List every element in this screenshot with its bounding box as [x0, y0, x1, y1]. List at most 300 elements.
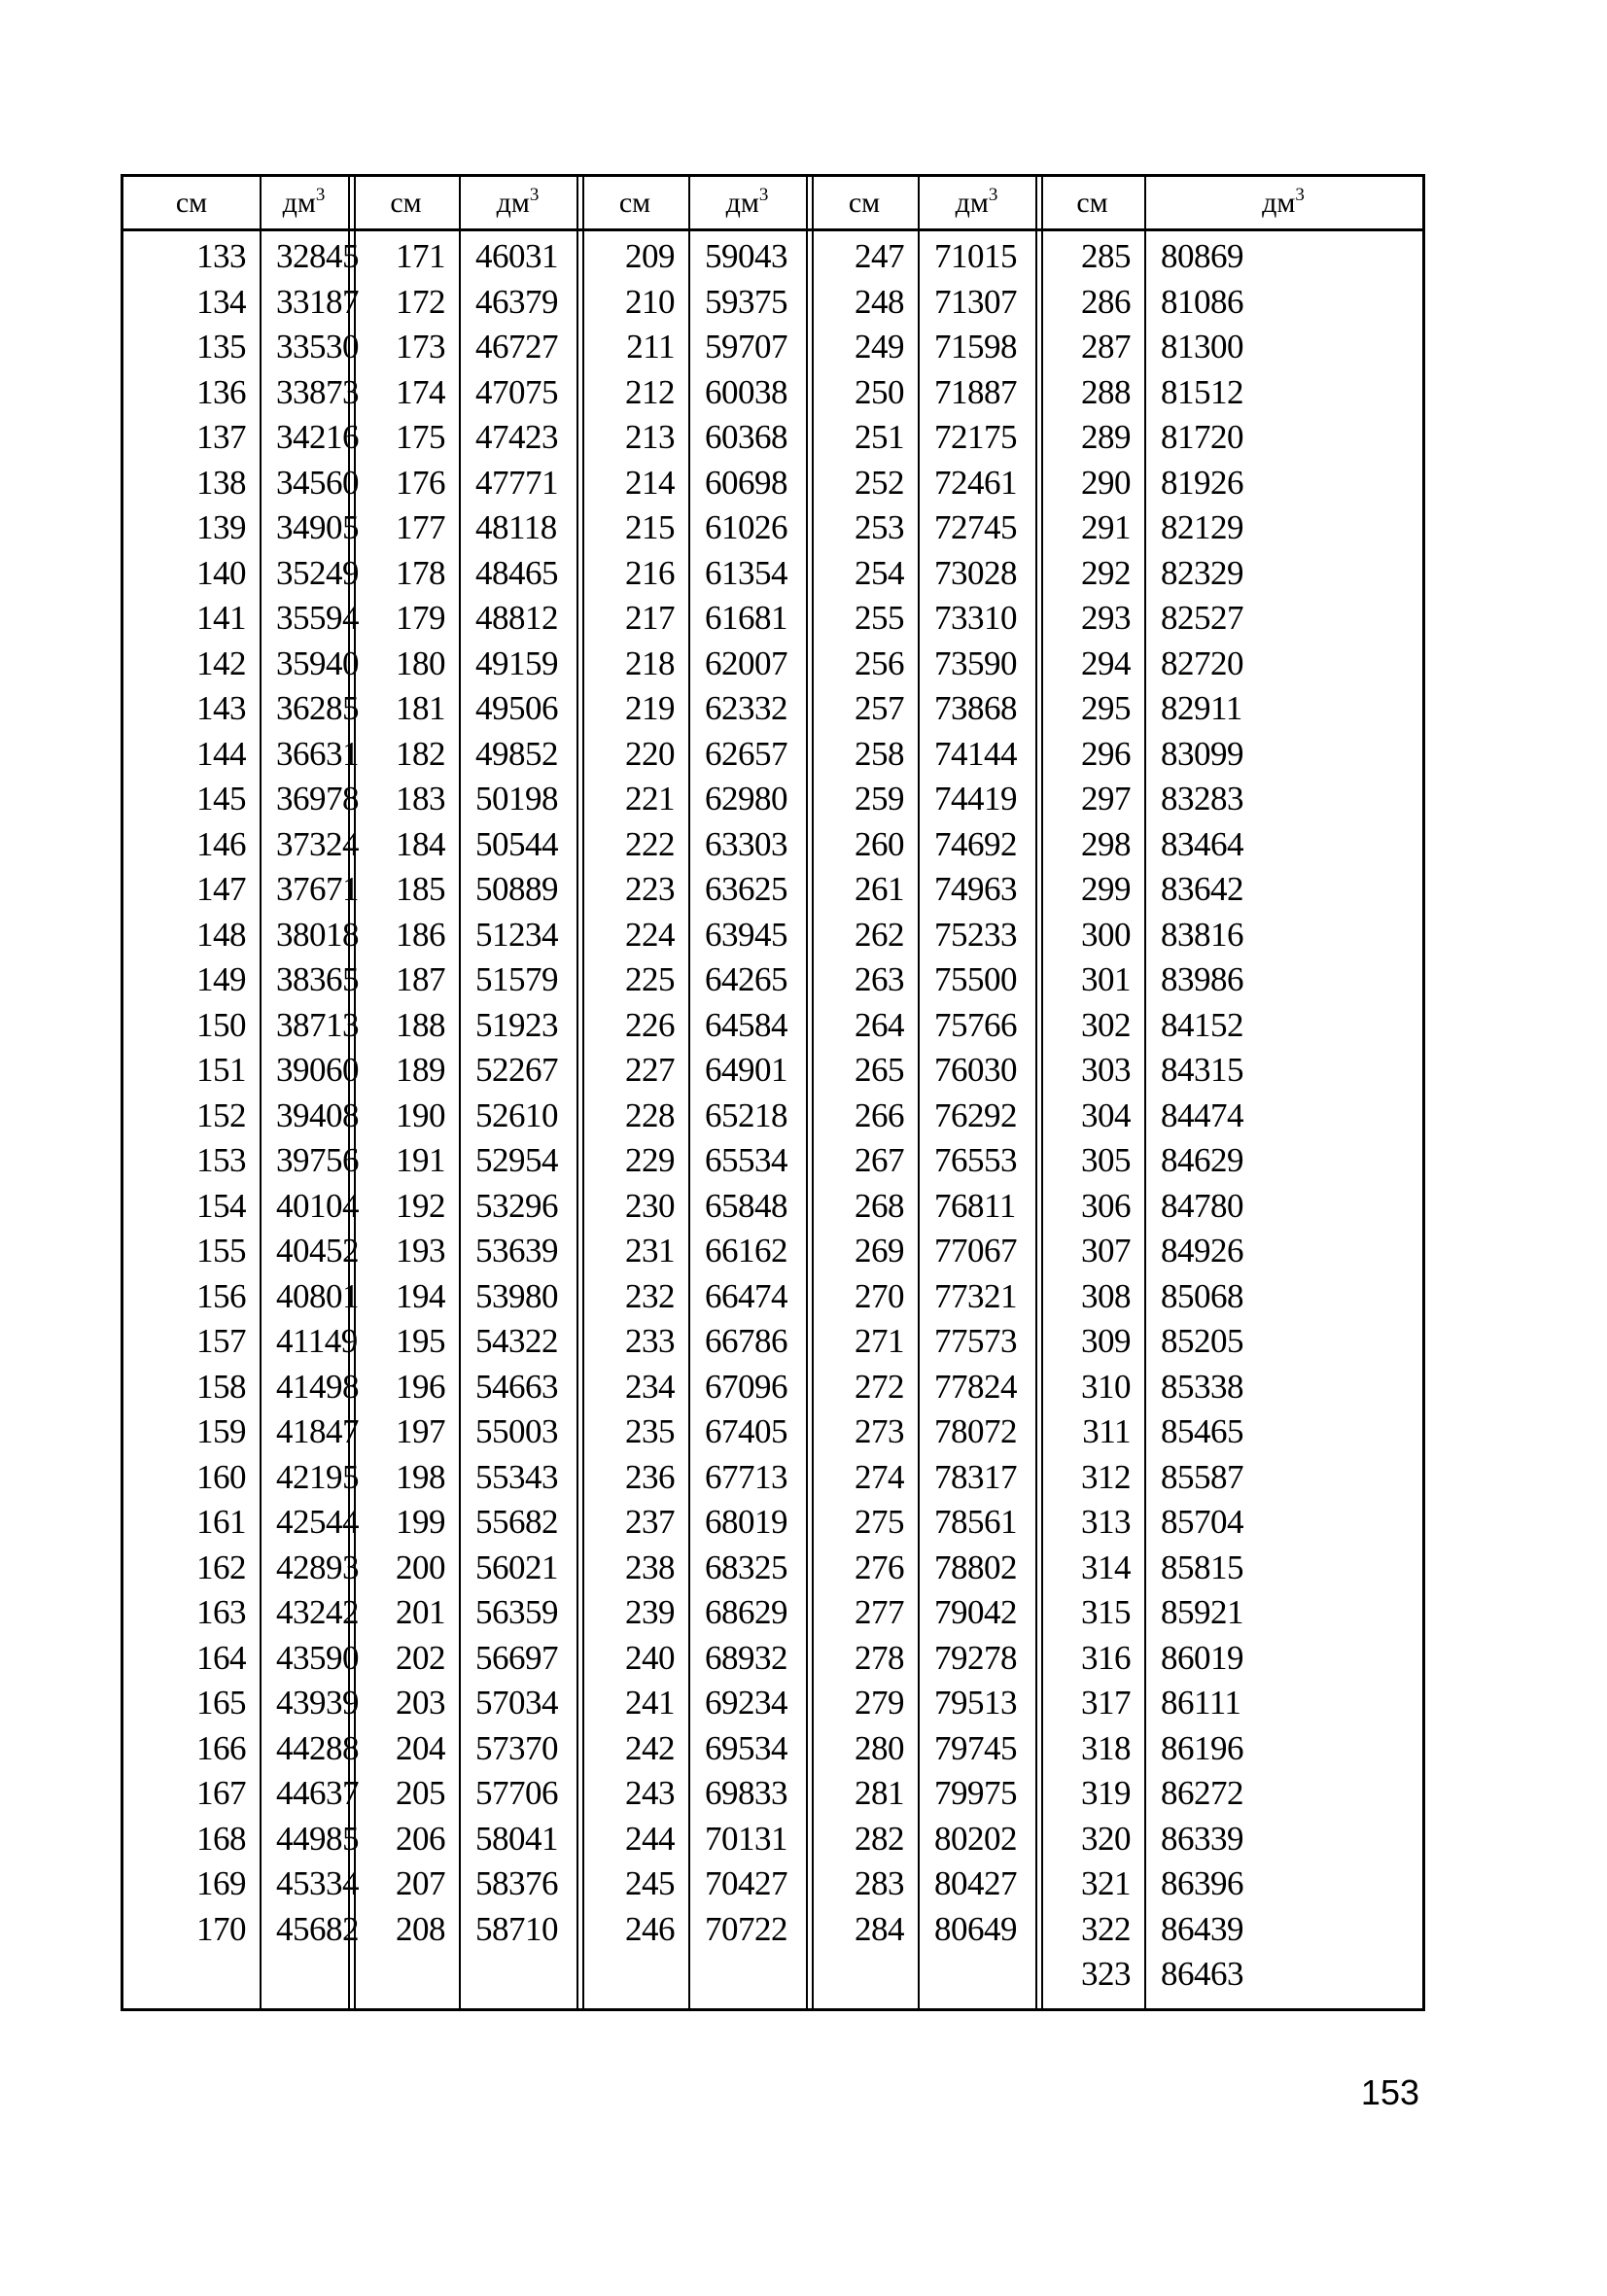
dm3-cell: 37324: [276, 824, 359, 863]
cm-cell: 218: [625, 644, 675, 682]
cm-cell: 145: [196, 780, 246, 818]
cm-cell: 150: [196, 1005, 246, 1044]
cm-cell: 193: [396, 1232, 445, 1270]
cm-cell: 144: [196, 734, 246, 773]
dm3-cell: 69234: [705, 1684, 787, 1722]
cm-cell: 158: [196, 1367, 246, 1406]
cm-cell: 196: [396, 1367, 445, 1406]
dm3-cell: 42893: [276, 1548, 359, 1586]
dm3-cell: 86396: [1161, 1864, 1243, 1902]
cm-cell: 255: [855, 599, 904, 637]
header-dm-exponent: 3: [988, 185, 998, 205]
cm-cell: 287: [1081, 328, 1131, 365]
dm3-cell: 77573: [934, 1322, 1017, 1360]
dm3-cell: 62332: [705, 689, 787, 727]
dm3-cell: 58710: [475, 1909, 558, 1948]
cm-cell: 274: [855, 1457, 904, 1496]
cm-cell: 177: [396, 508, 445, 546]
cm-cell: 195: [396, 1322, 445, 1360]
header-dm-exponent: 3: [315, 185, 326, 205]
cm-cell: 226: [625, 1005, 675, 1044]
dm3-cell: 74144: [934, 734, 1017, 773]
cm-cell: 299: [1081, 870, 1131, 908]
dm3-cell: 41847: [276, 1412, 359, 1450]
cm-cell: 318: [1081, 1728, 1131, 1767]
cm-cell: 166: [196, 1728, 246, 1767]
cm-cell: 263: [855, 960, 904, 998]
dm3-cell: 43590: [276, 1638, 359, 1677]
cm-cell: 199: [396, 1503, 445, 1541]
cm-cell: 305: [1081, 1141, 1131, 1179]
dm3-cell: 64901: [705, 1051, 787, 1089]
cm-cell: 219: [625, 689, 675, 727]
dm3-cell: 57706: [475, 1774, 558, 1812]
dm3-cell: 72745: [934, 508, 1017, 546]
dm3-cell: 81300: [1161, 328, 1243, 365]
column-divider: [1144, 177, 1146, 2008]
dm3-cell: 48118: [475, 508, 557, 546]
dm3-cell: 73590: [934, 644, 1017, 682]
page-number: 153: [1360, 2072, 1419, 2112]
cm-cell: 306: [1081, 1186, 1131, 1225]
column-divider: [459, 177, 461, 2008]
cm-cell: 167: [196, 1774, 246, 1812]
cm-cell: 182: [396, 734, 445, 773]
cm-column: [123, 234, 246, 1952]
dm3-cell: 55343: [475, 1457, 558, 1496]
cm-cell: 211: [626, 328, 675, 365]
dm3-cell: 85465: [1161, 1412, 1243, 1450]
dm3-cell: 79975: [934, 1774, 1017, 1812]
cm-cell: 174: [396, 372, 445, 411]
cm-cell: 293: [1081, 599, 1131, 637]
dm3-cell: 81926: [1161, 463, 1243, 502]
cm-cell: 298: [1081, 824, 1131, 863]
dm3-cell: 52610: [475, 1096, 558, 1134]
cm-cell: 164: [196, 1638, 246, 1677]
cm-cell: 283: [855, 1864, 904, 1902]
dm3-cell: 33530: [276, 328, 359, 365]
cm-cell: 175: [396, 418, 445, 456]
dm3-cell: 41149: [276, 1322, 358, 1360]
header-dm3: [688, 177, 806, 228]
dm3-column: [934, 234, 1032, 1952]
cm-cell: 216: [625, 553, 675, 592]
cm-cell: 316: [1081, 1638, 1131, 1677]
cm-cell: 208: [396, 1909, 445, 1948]
cm-cell: 200: [396, 1548, 445, 1586]
cm-column: [353, 234, 445, 1952]
cm-cell: 290: [1081, 463, 1131, 502]
cm-cell: 297: [1081, 780, 1131, 818]
dm3-cell: 47423: [475, 418, 558, 456]
dm3-cell: 82527: [1161, 599, 1243, 637]
cm-cell: 162: [196, 1548, 246, 1586]
dm3-cell: 35940: [276, 644, 359, 682]
dm3-column: [1161, 234, 1419, 1998]
cm-cell: 161: [196, 1503, 246, 1541]
dm3-cell: 84926: [1161, 1232, 1243, 1270]
dm3-cell: 76553: [934, 1141, 1017, 1179]
cm-cell: 270: [855, 1276, 904, 1315]
cm-cell: 133: [196, 237, 246, 275]
cm-cell: 258: [855, 734, 904, 773]
dm3-cell: 60368: [705, 418, 787, 456]
cm-cell: 206: [396, 1819, 445, 1858]
dm3-cell: 45682: [276, 1909, 359, 1948]
dm3-cell: 78561: [934, 1503, 1017, 1541]
dm3-cell: 86463: [1161, 1955, 1243, 1993]
dm3-cell: 40801: [276, 1276, 359, 1315]
dm3-cell: 80202: [934, 1819, 1017, 1858]
cm-cell: 234: [625, 1367, 675, 1406]
dm3-cell: 67096: [705, 1367, 787, 1406]
cm-cell: 257: [855, 689, 904, 727]
dm3-cell: 81086: [1161, 282, 1243, 321]
cm-cell: 319: [1081, 1774, 1131, 1812]
dm3-cell: 85815: [1161, 1548, 1243, 1586]
dm3-cell: 82329: [1161, 553, 1243, 592]
dm3-cell: 57034: [475, 1684, 558, 1722]
cm-cell: 197: [396, 1412, 445, 1450]
cm-cell: 140: [196, 553, 246, 592]
dm3-cell: 79042: [934, 1593, 1017, 1631]
cm-cell: 224: [625, 915, 675, 954]
dm3-cell: 50544: [475, 824, 558, 863]
cm-cell: 217: [625, 599, 675, 637]
cm-cell: 138: [196, 463, 246, 502]
cm-cell: 183: [396, 780, 445, 818]
dm3-cell: 85338: [1161, 1367, 1243, 1406]
cm-cell: 141: [196, 599, 246, 637]
dm3-cell: 55682: [475, 1503, 558, 1541]
dm3-cell: 73310: [934, 599, 1017, 637]
cm-cell: 276: [855, 1548, 904, 1586]
header-cm: см: [618, 187, 651, 219]
cm-cell: 213: [625, 418, 675, 456]
dm3-cell: 67713: [705, 1457, 787, 1496]
cm-cell: 189: [396, 1051, 445, 1089]
dm3-cell: 84152: [1161, 1005, 1243, 1044]
cm-cell: 143: [196, 689, 246, 727]
cm-cell: 271: [855, 1322, 904, 1360]
dm3-cell: 59375: [705, 282, 787, 321]
cm-cell: 252: [855, 463, 904, 502]
cm-cell: 261: [855, 870, 904, 908]
dm3-cell: 68629: [705, 1593, 787, 1631]
dm3-cell: 68325: [705, 1548, 787, 1586]
cm-cell: 313: [1081, 1503, 1131, 1541]
dm3-cell: 48812: [475, 599, 558, 637]
cm-column: [581, 234, 675, 1952]
cm-cell: 286: [1081, 282, 1131, 321]
dm3-cell: 49852: [475, 734, 558, 773]
dm3-cell: 82911: [1161, 689, 1242, 727]
cm-cell: 282: [855, 1819, 904, 1858]
cm-cell: 229: [625, 1141, 675, 1179]
dm3-cell: 76030: [934, 1051, 1017, 1089]
dm3-cell: 69833: [705, 1774, 787, 1812]
dm3-cell: 64265: [705, 960, 787, 998]
cm-cell: 294: [1081, 644, 1131, 682]
cm-cell: 135: [196, 328, 246, 365]
cm-cell: 307: [1081, 1232, 1131, 1270]
dm3-cell: 57370: [475, 1728, 558, 1767]
dm3-cell: 55003: [475, 1412, 558, 1450]
dm3-cell: 63945: [705, 915, 787, 954]
dm3-cell: 69534: [705, 1728, 787, 1767]
dm3-cell: 37671: [276, 870, 359, 908]
dm3-cell: 34216: [276, 418, 359, 456]
dm3-column: [276, 234, 359, 1952]
cm-cell: 232: [625, 1276, 675, 1315]
dm3-cell: 75766: [934, 1005, 1017, 1044]
cm-cell: 203: [396, 1684, 445, 1722]
cm-cell: 262: [855, 915, 904, 954]
cm-cell: 215: [625, 508, 675, 546]
dm3-cell: 86111: [1161, 1684, 1241, 1722]
cm-cell: 289: [1081, 418, 1131, 456]
header-dm3: [459, 177, 576, 228]
dm3-cell: 70131: [705, 1819, 787, 1858]
cm-cell: 194: [396, 1276, 445, 1315]
dm3-cell: 85704: [1161, 1503, 1243, 1541]
dm3-cell: 39756: [276, 1141, 359, 1179]
header-dm-label: дм: [282, 187, 316, 219]
cm-cell: 245: [625, 1864, 675, 1902]
cm-cell: 191: [396, 1141, 445, 1179]
cm-cell: 178: [396, 553, 445, 592]
dm3-cell: 83986: [1161, 960, 1243, 998]
dm3-cell: 61681: [705, 599, 787, 637]
dm3-cell: 61354: [705, 553, 787, 592]
dm3-cell: 44637: [276, 1774, 359, 1812]
dm3-cell: 86196: [1161, 1728, 1243, 1767]
cm-cell: 273: [855, 1412, 904, 1450]
cm-cell: 230: [625, 1186, 675, 1225]
cm-cell: 205: [396, 1774, 445, 1812]
cm-cell: 323: [1081, 1955, 1131, 1993]
cm-cell: 268: [855, 1186, 904, 1225]
cm-cell: 288: [1081, 372, 1131, 411]
cm-cell: 242: [625, 1728, 675, 1767]
cm-cell: 317: [1081, 1684, 1131, 1722]
dm3-cell: 42195: [276, 1457, 359, 1496]
dm3-cell: 71887: [934, 372, 1017, 411]
cm-cell: 190: [396, 1096, 445, 1134]
cm-cell: 170: [196, 1909, 246, 1948]
cm-cell: 303: [1081, 1051, 1131, 1089]
cm-cell: 225: [625, 960, 675, 998]
cm-cell: 173: [396, 328, 445, 365]
cm-cell: 296: [1081, 734, 1131, 773]
cm-cell: 285: [1081, 237, 1131, 275]
dm3-cell: 66786: [705, 1322, 787, 1360]
cm-cell: 269: [855, 1232, 904, 1270]
cm-cell: 157: [196, 1322, 246, 1360]
volume-table: [121, 174, 1425, 2011]
cm-cell: 240: [625, 1638, 675, 1677]
header-dm-label: дм: [725, 187, 759, 219]
cm-cell: 159: [196, 1412, 246, 1450]
dm3-cell: 58041: [475, 1819, 558, 1858]
cm-cell: 223: [625, 870, 675, 908]
dm3-cell: 80649: [934, 1909, 1017, 1948]
dm3-cell: 60698: [705, 463, 787, 502]
cm-cell: 210: [625, 282, 675, 321]
dm3-cell: 84780: [1161, 1186, 1243, 1225]
dm3-cell: 35594: [276, 599, 359, 637]
dm3-cell: 45334: [276, 1864, 359, 1902]
dm3-cell: 76292: [934, 1096, 1017, 1134]
cm-cell: 292: [1081, 553, 1131, 592]
dm3-cell: 49506: [475, 689, 558, 727]
cm-cell: 278: [855, 1638, 904, 1677]
header-dm-label: дм: [955, 187, 989, 219]
dm3-cell: 63303: [705, 824, 787, 863]
dm3-cell: 84315: [1161, 1051, 1243, 1089]
dm3-cell: 52954: [475, 1141, 558, 1179]
dm3-cell: 83099: [1161, 734, 1243, 773]
dm3-cell: 33873: [276, 372, 359, 411]
cm-cell: 152: [196, 1096, 246, 1134]
header-dm-label: дм: [496, 187, 530, 219]
cm-cell: 186: [396, 915, 445, 954]
cm-cell: 185: [396, 870, 445, 908]
cm-cell: 241: [625, 1684, 675, 1722]
dm3-cell: 47075: [475, 372, 558, 411]
dm3-cell: 81720: [1161, 418, 1243, 456]
dm3-cell: 79745: [934, 1728, 1017, 1767]
cm-cell: 165: [196, 1684, 246, 1722]
cm-cell: 222: [625, 824, 675, 863]
cm-cell: 198: [396, 1457, 445, 1496]
cm-cell: 202: [396, 1638, 445, 1677]
cm-cell: 176: [396, 463, 445, 502]
dm3-cell: 59707: [705, 328, 787, 365]
cm-cell: 267: [855, 1141, 904, 1179]
dm3-cell: 56697: [475, 1638, 558, 1677]
dm3-cell: 40452: [276, 1232, 359, 1270]
cm-cell: 321: [1081, 1864, 1131, 1902]
cm-cell: 275: [855, 1503, 904, 1541]
dm3-cell: 58376: [475, 1864, 558, 1902]
dm3-cell: 51579: [475, 960, 558, 998]
cm-column: [1040, 234, 1131, 1998]
header-dm3: [918, 177, 1035, 228]
cm-cell: 228: [625, 1096, 675, 1134]
cm-cell: 260: [855, 824, 904, 863]
dm3-cell: 78072: [934, 1412, 1017, 1450]
dm3-cell: 70722: [705, 1909, 787, 1948]
cm-cell: 136: [196, 372, 246, 411]
dm3-cell: 34560: [276, 463, 359, 502]
dm3-cell: 53639: [475, 1232, 558, 1270]
cm-cell: 309: [1081, 1322, 1131, 1360]
dm3-cell: 83464: [1161, 824, 1243, 863]
cm-cell: 169: [196, 1864, 246, 1902]
dm3-cell: 80869: [1161, 237, 1243, 275]
cm-cell: 214: [625, 463, 675, 502]
cm-cell: 188: [396, 1005, 445, 1044]
dm3-cell: 51923: [475, 1005, 558, 1044]
cm-cell: 280: [855, 1728, 904, 1767]
dm3-cell: 83816: [1161, 915, 1243, 954]
dm3-cell: 65534: [705, 1141, 787, 1179]
header-cm: см: [1076, 187, 1108, 219]
dm3-cell: 64584: [705, 1005, 787, 1044]
cm-cell: 301: [1081, 960, 1131, 998]
cm-cell: 146: [196, 824, 246, 863]
dm3-cell: 50889: [475, 870, 558, 908]
dm3-cell: 79513: [934, 1684, 1017, 1722]
dm3-cell: 40104: [276, 1186, 359, 1225]
dm3-cell: 49159: [475, 644, 558, 682]
dm3-cell: 85921: [1161, 1593, 1243, 1631]
header-cm: см: [175, 187, 208, 219]
dm3-column: [475, 234, 574, 1952]
dm3-cell: 83283: [1161, 780, 1243, 818]
cm-cell: 249: [855, 328, 904, 365]
cm-cell: 155: [196, 1232, 246, 1270]
dm3-cell: 68932: [705, 1638, 787, 1677]
cm-cell: 254: [855, 553, 904, 592]
dm3-cell: 52267: [475, 1051, 558, 1089]
cm-cell: 147: [196, 870, 246, 908]
cm-cell: 235: [625, 1412, 675, 1450]
dm3-cell: 71598: [934, 328, 1017, 365]
cm-cell: 311: [1082, 1412, 1131, 1450]
table-header: [123, 177, 1422, 231]
cm-cell: 314: [1081, 1548, 1131, 1586]
cm-cell: 134: [196, 282, 246, 321]
cm-cell: 322: [1081, 1909, 1131, 1948]
column-divider: [688, 177, 690, 2008]
cm-cell: 304: [1081, 1096, 1131, 1134]
header-dm3: [1144, 177, 1422, 228]
dm3-cell: 85068: [1161, 1276, 1243, 1315]
cm-cell: 209: [625, 237, 675, 275]
dm3-cell: 62980: [705, 780, 787, 818]
cm-cell: 279: [855, 1684, 904, 1722]
dm3-cell: 61026: [705, 508, 787, 546]
dm3-cell: 44288: [276, 1728, 359, 1767]
dm3-cell: 44985: [276, 1819, 359, 1858]
dm3-cell: 39408: [276, 1096, 359, 1134]
dm3-cell: 65848: [705, 1186, 787, 1225]
dm3-cell: 73868: [934, 689, 1017, 727]
cm-cell: 207: [396, 1864, 445, 1902]
dm3-cell: 84474: [1161, 1096, 1243, 1134]
column-divider: [260, 177, 262, 2008]
cm-cell: 149: [196, 960, 246, 998]
dm3-cell: 79278: [934, 1638, 1017, 1677]
cm-cell: 244: [625, 1819, 675, 1858]
cm-cell: 251: [855, 418, 904, 456]
dm3-cell: 43939: [276, 1684, 359, 1722]
dm3-cell: 75233: [934, 915, 1017, 954]
cm-cell: 248: [855, 282, 904, 321]
dm3-cell: 65218: [705, 1096, 787, 1134]
header-dm-exponent: 3: [758, 185, 769, 205]
dm3-cell: 70427: [705, 1864, 787, 1902]
cm-cell: 212: [625, 372, 675, 411]
dm3-cell: 36285: [276, 689, 359, 727]
dm3-cell: 86272: [1161, 1774, 1243, 1812]
cm-cell: 308: [1081, 1276, 1131, 1315]
dm3-cell: 77824: [934, 1367, 1017, 1406]
dm3-cell: 66474: [705, 1276, 787, 1315]
